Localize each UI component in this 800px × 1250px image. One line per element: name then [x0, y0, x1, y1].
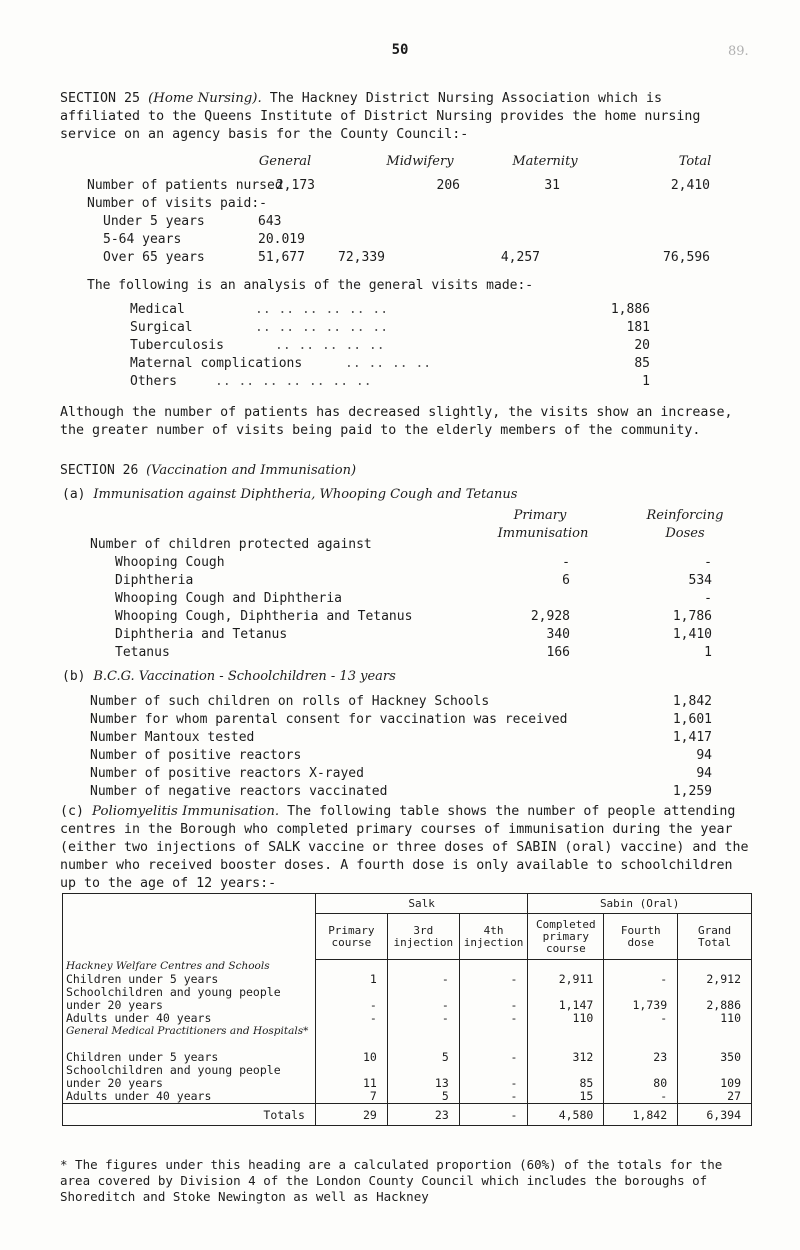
row-patients-maternity: 31	[544, 178, 560, 193]
analysis-label: Others	[130, 374, 177, 389]
section25-closing: Although the number of patients has decreased slightly, the visits show an increase, the greater number of visits being paid to the elderly members of the community.	[60, 405, 733, 438]
leader-dots: .. .. .. ..	[345, 356, 432, 371]
section25-intro	[60, 90, 750, 144]
immunisation-reinforcing: 1,786	[672, 609, 712, 624]
visit-row-value: 643	[258, 214, 282, 229]
col-total: Total	[678, 154, 712, 169]
analysis-value: 1	[642, 374, 650, 389]
bcg-row-value: 94	[696, 748, 712, 763]
bcg-row-label: Number for whom parental consent for vaccination was received	[90, 712, 568, 727]
bcg-row-value: 1,842	[672, 694, 712, 709]
immunisation-primary: 340	[546, 627, 570, 642]
analysis-label: Medical	[130, 302, 185, 317]
polio-table	[62, 893, 752, 1126]
row-label: Schoolchildren and young people under 20 years	[66, 984, 281, 1012]
bcg-row-label: Number of such children on rolls of Hackney Schools	[90, 694, 490, 709]
salk-header: Salk	[315, 894, 527, 914]
row-label: Children under 5 years	[66, 971, 219, 986]
analysis-value: 181	[626, 320, 650, 335]
visits-maternity: 4,257	[500, 250, 540, 265]
visits-total: 76,596	[663, 250, 710, 265]
bcg-row-label: Number of positive reactors X-rayed	[90, 766, 364, 781]
footnote: * The figures under this heading are a calculated proportion (60%) of the totals for the area covered by Division 4 of the London County Council which includes the boroughs of Shoreditch and Stoke Newington as well as Hackney	[60, 1157, 723, 1204]
fourth-injection-column: - - - - - -	[459, 960, 528, 1104]
immunisation-primary: 6	[562, 573, 570, 588]
leader-dots: .. .. .. .. .. .. ..	[215, 374, 372, 389]
col-grand-total: Grand Total	[678, 914, 752, 960]
row-label: Adults under 40 years	[66, 1088, 212, 1103]
col-primary-2: Immunisation	[497, 526, 589, 541]
immunisation-reinforcing: 1,410	[672, 627, 712, 642]
immunisation-row-label: Diphtheria	[115, 573, 194, 588]
completed-column: 2,911 1,147 110 312 85 15	[528, 960, 604, 1104]
subsection-b: (b) B.C.G. Vaccination - Schoolchildren - 13 years	[62, 669, 396, 684]
immunisation-primary: -	[562, 555, 570, 570]
col-maternity: Maternity	[512, 154, 578, 169]
row-patients-general: 2,173	[275, 178, 315, 193]
immunisation-reinforcing: 534	[688, 573, 712, 588]
row-patients-midwifery: 206	[436, 178, 460, 193]
analysis-value: 20	[634, 338, 650, 353]
analysis-intro: The following is an analysis of the general visits made:-	[87, 278, 534, 293]
analysis-label: Maternal complications	[130, 356, 303, 371]
immunisation-reinforcing: -	[704, 591, 712, 606]
totals-label: Totals	[63, 1104, 316, 1126]
col-fourth-dose: Fourth dose	[604, 914, 678, 960]
section25-heading: SECTION 25	[60, 91, 141, 106]
totals-row: Totals 29 23 - 4,580 1,842 6,394	[63, 1104, 752, 1126]
immunisation-reinforcing: -	[704, 555, 712, 570]
immunisation-row-label: Whooping Cough, Diphtheria and Tetanus	[115, 609, 413, 624]
leader-dots: .. .. .. .. ..	[275, 338, 385, 353]
col-reinforcing-2: Doses	[665, 526, 705, 541]
corner-annotation: 89.	[728, 44, 749, 59]
col-completed: Completed primary course	[528, 914, 604, 960]
group1-title: Hackney Welfare Centres and Schools	[66, 959, 270, 972]
analysis-value: 85	[634, 356, 650, 371]
page-number: 50	[391, 42, 409, 58]
col-primary-course: Primary course	[315, 914, 387, 960]
polio-intro: The following table shows the number of people attending centres in the Borough who completed primary courses of immunisation during the year (either two injections of SALK vaccine or three doses of SABIN (oral) vaccine) and the number who received booster doses. A fourth dose is only available to schoolchildren up to the age of 12 years:-	[60, 804, 749, 891]
polio-title: Poliomyelitis Immunisation.	[92, 804, 280, 819]
bcg-row-value: 1,601	[672, 712, 712, 727]
bcg-row-value: 94	[696, 766, 712, 781]
third-injection-column: - - - 5 13 5	[387, 960, 459, 1104]
immunisation-reinforcing: 1	[704, 645, 712, 660]
bcg-row-label: Number of negative reactors vaccinated	[90, 784, 388, 799]
row-label: Children under 5 years	[66, 1049, 219, 1064]
group2-title: General Medical Practitioners and Hospitals*	[66, 1024, 309, 1037]
col-primary-1: Primary	[513, 508, 567, 523]
immunisation-row-label: Diphtheria and Tetanus	[115, 627, 288, 642]
table-corner	[63, 894, 316, 960]
fourth-dose-column: - 1,739 - 23 80 -	[604, 960, 678, 1104]
visit-row-label: Under 5 years	[103, 214, 205, 229]
bcg-row-value: 1,259	[672, 784, 712, 799]
visit-row-value: 20.019	[258, 232, 305, 247]
immunisation-row-label: Whooping Cough	[115, 555, 225, 570]
visit-row-value: 51,677	[258, 250, 305, 265]
table-row-labels	[63, 960, 316, 1104]
row-patients-total: 2,410	[670, 178, 710, 193]
col-4th-injection: 4th injection	[459, 914, 528, 960]
col-3rd-injection: 3rd injection	[387, 914, 459, 960]
leader-dots: .. .. .. .. .. ..	[255, 302, 389, 317]
grand-total-column: 2,912 2,886 110 350 109 27	[678, 960, 752, 1104]
subsection-a: (a) Immunisation against Diphtheria, Whooping Cough and Tetanus	[62, 487, 518, 502]
sabin-header: Sabin (Oral)	[528, 894, 752, 914]
immunisation-primary: 2,928	[530, 609, 570, 624]
subsection-c: (c) Poliomyelitis Immunisation. The following table shows the number of people attending centres in the Borough who completed primary courses of immunisation during the year (either two injections of SALK vaccine or three doses of SABIN (oral) vaccine) and the number who received booster doses. A fourth dose is only available to schoolchildren up to the age of 12 years:-	[60, 804, 749, 891]
row-label: Adults under 40 years	[66, 1010, 212, 1025]
bcg-row-label: Number of positive reactors	[90, 748, 302, 763]
section25-intro-text: The Hackney District Nursing Association which is affiliated to the Queens Institute of District Nursing provides the home nursing service on an agency basis for the County Council:-	[60, 91, 701, 142]
section26-heading: SECTION 26 (Vaccination and Immunisation)	[60, 463, 357, 478]
row-label: Schoolchildren and young people under 20 years	[66, 1062, 281, 1090]
visits-label: Number of visits paid:-	[87, 196, 268, 211]
immunisation-primary: 166	[546, 645, 570, 660]
analysis-label: Tuberculosis	[130, 338, 224, 353]
protected-label: Number of children protected against	[90, 537, 372, 552]
analysis-value: 1,886	[610, 302, 650, 317]
row-patients-label: Number of patients nursed	[87, 178, 283, 193]
visit-row-label: Over 65 years	[103, 250, 205, 265]
primary-column: 1 - - 10 11 7	[315, 960, 387, 1104]
col-midwifery: Midwifery	[386, 154, 454, 169]
section25-heading-italic: (Home Nursing).	[148, 91, 262, 106]
visits-midwifery: 72,339	[338, 250, 385, 265]
visit-row-label: 5-64 years	[103, 232, 182, 247]
col-reinforcing-1: Reinforcing	[646, 508, 724, 523]
analysis-label: Surgical	[130, 320, 193, 335]
immunisation-row-label: Tetanus	[115, 645, 170, 660]
leader-dots: .. .. .. .. .. ..	[255, 320, 389, 335]
bcg-row-label: Number Mantoux tested	[90, 730, 255, 745]
col-general: General	[258, 154, 312, 169]
immunisation-row-label: Whooping Cough and Diphtheria	[115, 591, 342, 606]
bcg-row-value: 1,417	[672, 730, 712, 745]
